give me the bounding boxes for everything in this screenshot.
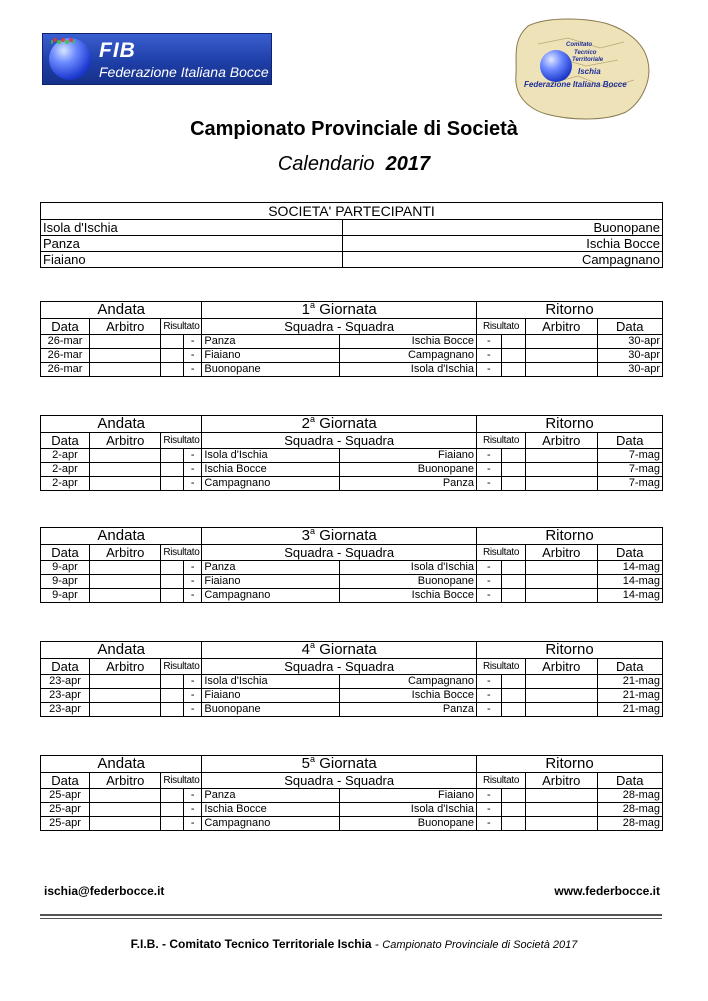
ritorno-date: 30-apr [597, 349, 662, 363]
ritorno-score-away [501, 561, 526, 575]
participant-left: Fiaiano [41, 252, 343, 268]
andata-score-sep: - [183, 363, 201, 377]
andata-date: 9-apr [41, 575, 90, 589]
giornata-sup: a [310, 415, 316, 424]
andata-date: 23-apr [41, 675, 90, 689]
subtitle-year: 2017 [385, 153, 431, 175]
col-squadre: Squadra - Squadra [202, 433, 477, 449]
col-risultato-ritorno: Risultato [477, 773, 526, 789]
ritorno-score-sep: - [477, 349, 502, 363]
col-arbitro-ritorno: Arbitro [526, 773, 597, 789]
page-footer [0, 937, 708, 951]
ritorno-referee [526, 703, 597, 717]
andata-date: 9-apr [41, 561, 90, 575]
ritorno-referee [526, 575, 597, 589]
andata-date: 25-apr [41, 817, 90, 831]
ritorno-score-away [501, 463, 526, 477]
giornata-header [202, 528, 477, 545]
andata-header: Andata [41, 302, 202, 319]
away-team: Fiaiano [340, 449, 477, 463]
col-data-andata: Data [41, 659, 90, 675]
andata-score-home [161, 703, 183, 717]
ritorno-referee [526, 589, 597, 603]
giornata-number: 4 [301, 641, 310, 658]
andata-date: 2-apr [41, 477, 90, 491]
away-team: Ischia Bocce [340, 589, 477, 603]
andata-header: Andata [41, 528, 202, 545]
ritorno-score-away [501, 789, 526, 803]
ritorno-score-sep: - [477, 363, 502, 377]
home-team: Isola d'Ischia [202, 675, 340, 689]
andata-score-home [161, 817, 183, 831]
page-title: Campionato Provinciale di Società [190, 118, 518, 140]
ritorno-referee [526, 561, 597, 575]
col-arbitro-ritorno: Arbitro [526, 433, 597, 449]
away-team: Fiaiano [340, 789, 477, 803]
andata-date: 26-mar [41, 363, 90, 377]
participant-right: Campagnano [343, 252, 663, 268]
subtitle-text: Calendario [277, 153, 375, 175]
andata-referee [90, 789, 161, 803]
ritorno-referee [526, 477, 597, 491]
round-table-3 [40, 527, 663, 603]
match-row [41, 675, 663, 689]
andata-referee [90, 703, 161, 717]
ritorno-score-away [501, 689, 526, 703]
andata-score-home [161, 789, 183, 803]
participant-left: Isola d'Ischia [41, 220, 343, 236]
participant-row [41, 236, 663, 252]
giornata-label: Giornata [319, 641, 377, 658]
away-team: Campagnano [340, 349, 477, 363]
round-table-5 [40, 755, 663, 831]
map-logo-line3: Territoriale [572, 57, 604, 63]
footer-sep: - [374, 937, 379, 951]
giornata-label: Giornata [319, 301, 377, 318]
match-row [41, 789, 663, 803]
andata-score-sep: - [183, 575, 201, 589]
ritorno-score-away [501, 675, 526, 689]
col-risultato-ritorno: Risultato [477, 433, 526, 449]
ritorno-date: 14-mag [597, 575, 662, 589]
col-squadre: Squadra - Squadra [202, 319, 477, 335]
andata-referee [90, 477, 161, 491]
fib-logo-abbr: FIB [99, 39, 136, 62]
ritorno-date: 28-mag [597, 817, 662, 831]
round-table-2 [40, 415, 663, 491]
away-team: Buonopane [340, 463, 477, 477]
giornata-number: 1 [301, 301, 310, 318]
andata-referee [90, 363, 161, 377]
footer-divider [40, 914, 662, 916]
ritorno-score-away [501, 363, 526, 377]
footer-org: F.I.B. - Comitato Tecnico Territoriale Ischia [130, 937, 372, 951]
giornata-number: 2 [301, 415, 310, 432]
ritorno-score-away [501, 477, 526, 491]
andata-score-sep: - [183, 689, 201, 703]
home-team: Panza [202, 561, 340, 575]
ritorno-score-sep: - [477, 675, 502, 689]
andata-score-sep: - [183, 803, 201, 817]
andata-date: 26-mar [41, 335, 90, 349]
home-team: Panza [202, 789, 340, 803]
map-logo-line4: Ischia [578, 67, 601, 76]
andata-score-sep: - [183, 477, 201, 491]
giornata-label: Giornata [319, 527, 377, 544]
andata-score-sep: - [183, 589, 201, 603]
away-team: Buonopane [340, 575, 477, 589]
col-arbitro-andata: Arbitro [90, 659, 161, 675]
andata-score-sep: - [183, 675, 201, 689]
ritorno-score-sep: - [477, 789, 502, 803]
giornata-label: Giornata [319, 415, 377, 432]
home-team: Campagnano [202, 817, 340, 831]
ritorno-referee [526, 349, 597, 363]
ritorno-date: 14-mag [597, 589, 662, 603]
match-row [41, 449, 663, 463]
away-team: Panza [340, 703, 477, 717]
ritorno-date: 7-mag [597, 449, 662, 463]
andata-referee [90, 561, 161, 575]
col-risultato-andata: Risultato [161, 545, 202, 561]
andata-score-sep: - [183, 335, 201, 349]
match-row [41, 817, 663, 831]
col-data-ritorno: Data [597, 433, 662, 449]
andata-date: 9-apr [41, 589, 90, 603]
andata-header: Andata [41, 416, 202, 433]
home-team: Panza [202, 335, 340, 349]
ritorno-header: Ritorno [477, 416, 663, 433]
giornata-sup: a [310, 527, 316, 536]
participant-right: Buonopane [343, 220, 663, 236]
match-row [41, 335, 663, 349]
match-row [41, 689, 663, 703]
ritorno-score-sep: - [477, 575, 502, 589]
away-team: Isola d'Ischia [340, 363, 477, 377]
col-arbitro-ritorno: Arbitro [526, 545, 597, 561]
andata-referee [90, 803, 161, 817]
round-table-1 [40, 301, 663, 377]
andata-referee [90, 589, 161, 603]
giornata-number: 3 [301, 527, 310, 544]
andata-score-sep: - [183, 703, 201, 717]
participant-row [41, 252, 663, 268]
match-row [41, 561, 663, 575]
andata-date: 23-apr [41, 703, 90, 717]
home-team: Isola d'Ischia [202, 449, 340, 463]
match-row [41, 477, 663, 491]
andata-score-home [161, 589, 183, 603]
away-team: Isola d'Ischia [340, 561, 477, 575]
andata-date: 23-apr [41, 689, 90, 703]
giornata-header [202, 642, 477, 659]
giornata-sup: a [310, 641, 316, 650]
ritorno-referee [526, 789, 597, 803]
col-squadre: Squadra - Squadra [202, 773, 477, 789]
col-risultato-ritorno: Risultato [477, 319, 526, 335]
giornata-sup: a [310, 755, 316, 764]
col-arbitro-andata: Arbitro [90, 319, 161, 335]
col-risultato-ritorno: Risultato [477, 659, 526, 675]
away-team: Isola d'Ischia [340, 803, 477, 817]
andata-date: 26-mar [41, 349, 90, 363]
col-arbitro-andata: Arbitro [90, 545, 161, 561]
ritorno-date: 21-mag [597, 675, 662, 689]
col-data-ritorno: Data [597, 659, 662, 675]
ritorno-score-away [501, 449, 526, 463]
home-team: Campagnano [202, 477, 340, 491]
andata-date: 25-apr [41, 789, 90, 803]
andata-score-home [161, 561, 183, 575]
match-row [41, 363, 663, 377]
ritorno-score-away [501, 589, 526, 603]
ritorno-header: Ritorno [477, 528, 663, 545]
ritorno-date: 21-mag [597, 689, 662, 703]
ritorno-referee [526, 335, 597, 349]
flag-dots-icon [51, 36, 75, 46]
ischia-map-logo [508, 14, 654, 122]
andata-score-sep: - [183, 349, 201, 363]
fib-logo-name: Federazione Italiana Bocce [99, 64, 269, 80]
ritorno-referee [526, 817, 597, 831]
bocce-ball-icon [540, 50, 572, 82]
col-data-andata: Data [41, 545, 90, 561]
away-team: Panza [340, 477, 477, 491]
andata-score-home [161, 363, 183, 377]
fib-logo [42, 33, 272, 85]
andata-score-sep: - [183, 449, 201, 463]
andata-score-home [161, 349, 183, 363]
ritorno-referee [526, 803, 597, 817]
round-table-4 [40, 641, 663, 717]
ritorno-referee [526, 463, 597, 477]
participant-row [41, 220, 663, 236]
ritorno-score-sep: - [477, 817, 502, 831]
ritorno-score-sep: - [477, 689, 502, 703]
col-data-ritorno: Data [597, 319, 662, 335]
col-data-andata: Data [41, 433, 90, 449]
ritorno-header: Ritorno [477, 756, 663, 773]
col-data-andata: Data [41, 319, 90, 335]
match-row [41, 589, 663, 603]
ritorno-date: 28-mag [597, 789, 662, 803]
contact-website[interactable]: www.federbocce.it [554, 884, 660, 898]
ritorno-score-sep: - [477, 703, 502, 717]
away-team: Ischia Bocce [340, 335, 477, 349]
andata-score-home [161, 477, 183, 491]
andata-referee [90, 463, 161, 477]
andata-date: 2-apr [41, 449, 90, 463]
col-squadre: Squadra - Squadra [202, 545, 477, 561]
col-arbitro-ritorno: Arbitro [526, 659, 597, 675]
giornata-header [202, 756, 477, 773]
andata-header: Andata [41, 642, 202, 659]
home-team: Campagnano [202, 589, 340, 603]
ritorno-header: Ritorno [477, 642, 663, 659]
col-risultato-andata: Risultato [161, 659, 202, 675]
home-team: Fiaiano [202, 349, 340, 363]
ritorno-date: 30-apr [597, 363, 662, 377]
footer-title: Campionato Provinciale di Società 2017 [382, 939, 578, 951]
ritorno-score-away [501, 703, 526, 717]
map-logo-line1: Comitato [566, 42, 592, 48]
ritorno-score-away [501, 575, 526, 589]
col-data-ritorno: Data [597, 545, 662, 561]
ritorno-score-sep: - [477, 449, 502, 463]
participants-header: SOCIETA' PARTECIPANTI [41, 203, 663, 220]
andata-score-sep: - [183, 463, 201, 477]
ritorno-score-away [501, 817, 526, 831]
ritorno-date: 14-mag [597, 561, 662, 575]
andata-referee [90, 675, 161, 689]
ritorno-score-away [501, 335, 526, 349]
ritorno-score-away [501, 803, 526, 817]
home-team: Buonopane [202, 363, 340, 377]
map-logo-line5: Federazione Italiana Bocce [524, 80, 627, 89]
andata-score-home [161, 803, 183, 817]
andata-referee [90, 335, 161, 349]
giornata-label: Giornata [319, 755, 377, 772]
home-team: Buonopane [202, 703, 340, 717]
away-team: Ischia Bocce [340, 689, 477, 703]
home-team: Ischia Bocce [202, 463, 340, 477]
footer-divider [40, 918, 662, 919]
col-risultato-ritorno: Risultato [477, 545, 526, 561]
giornata-header [202, 302, 477, 319]
map-logo-line2: Tecnico [574, 50, 597, 56]
ritorno-referee [526, 675, 597, 689]
col-risultato-andata: Risultato [161, 433, 202, 449]
home-team: Fiaiano [202, 575, 340, 589]
col-arbitro-andata: Arbitro [90, 433, 161, 449]
ritorno-score-sep: - [477, 803, 502, 817]
andata-score-home [161, 335, 183, 349]
ritorno-referee [526, 363, 597, 377]
andata-score-home [161, 449, 183, 463]
col-risultato-andata: Risultato [161, 319, 202, 335]
andata-score-sep: - [183, 561, 201, 575]
ritorno-date: 21-mag [597, 703, 662, 717]
col-data-ritorno: Data [597, 773, 662, 789]
andata-referee [90, 689, 161, 703]
ritorno-header: Ritorno [477, 302, 663, 319]
match-row [41, 803, 663, 817]
andata-referee [90, 449, 161, 463]
giornata-header [202, 416, 477, 433]
andata-score-sep: - [183, 817, 201, 831]
ritorno-score-sep: - [477, 335, 502, 349]
participant-left: Panza [41, 236, 343, 252]
ritorno-score-sep: - [477, 589, 502, 603]
ritorno-referee [526, 449, 597, 463]
col-arbitro-ritorno: Arbitro [526, 319, 597, 335]
participant-right: Ischia Bocce [343, 236, 663, 252]
ritorno-date: 7-mag [597, 463, 662, 477]
andata-score-home [161, 575, 183, 589]
andata-referee [90, 349, 161, 363]
andata-score-home [161, 675, 183, 689]
ritorno-date: 30-apr [597, 335, 662, 349]
match-row [41, 703, 663, 717]
ritorno-date: 7-mag [597, 477, 662, 491]
home-team: Fiaiano [202, 689, 340, 703]
ritorno-score-sep: - [477, 477, 502, 491]
andata-score-home [161, 689, 183, 703]
andata-score-home [161, 463, 183, 477]
away-team: Campagnano [340, 675, 477, 689]
ritorno-referee [526, 689, 597, 703]
giornata-sup: a [310, 301, 316, 310]
andata-referee [90, 575, 161, 589]
ritorno-date: 28-mag [597, 803, 662, 817]
match-row [41, 575, 663, 589]
andata-referee [90, 817, 161, 831]
home-team: Ischia Bocce [202, 803, 340, 817]
col-arbitro-andata: Arbitro [90, 773, 161, 789]
col-squadre: Squadra - Squadra [202, 659, 477, 675]
page-subtitle [0, 153, 708, 176]
ritorno-score-sep: - [477, 561, 502, 575]
match-row [41, 349, 663, 363]
andata-score-sep: - [183, 789, 201, 803]
giornata-number: 5 [301, 755, 310, 772]
col-risultato-andata: Risultato [161, 773, 202, 789]
contact-email[interactable]: ischia@federbocce.it [44, 884, 165, 898]
ritorno-score-sep: - [477, 463, 502, 477]
andata-header: Andata [41, 756, 202, 773]
col-data-andata: Data [41, 773, 90, 789]
participants-table [40, 202, 663, 268]
match-row [41, 463, 663, 477]
away-team: Buonopane [340, 817, 477, 831]
ritorno-score-away [501, 349, 526, 363]
andata-date: 25-apr [41, 803, 90, 817]
andata-date: 2-apr [41, 463, 90, 477]
